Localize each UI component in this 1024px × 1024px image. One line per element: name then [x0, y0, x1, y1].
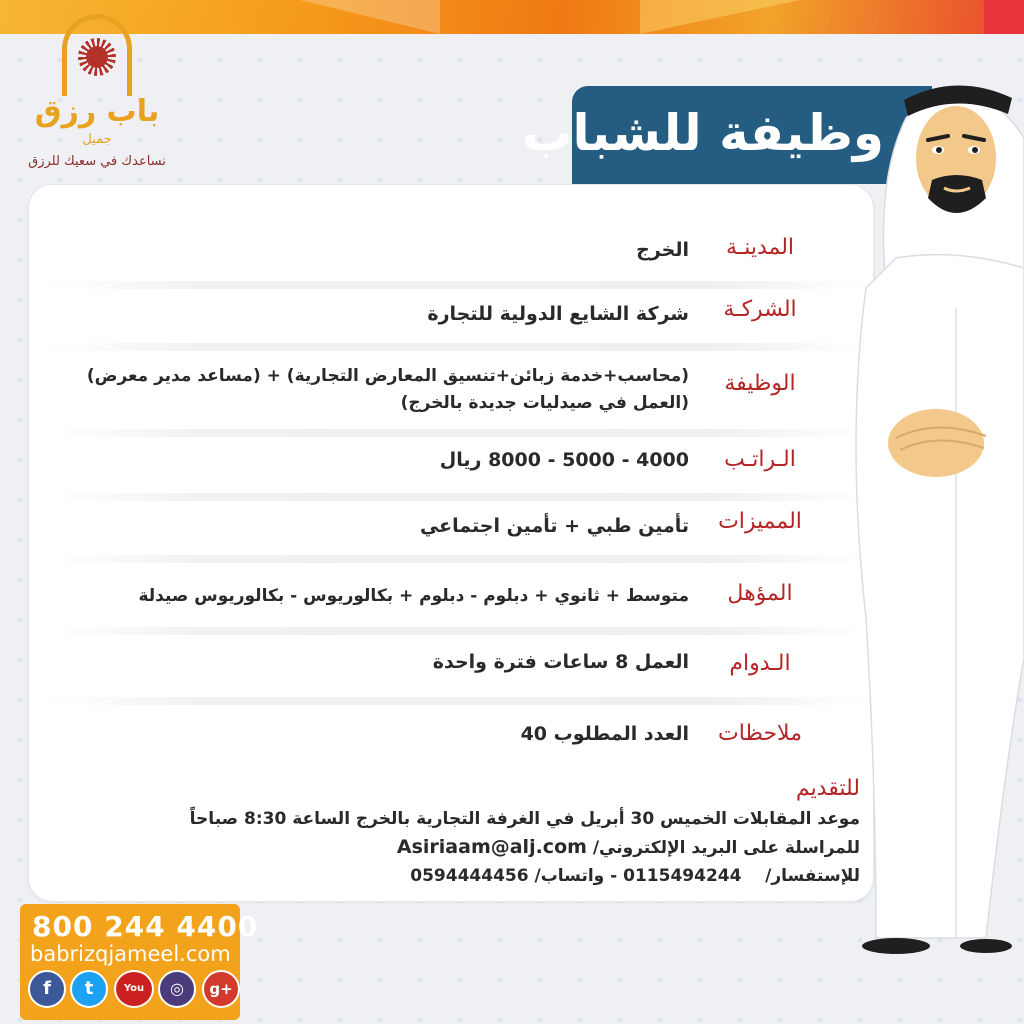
- contact-box: [20, 904, 259, 1020]
- google-plus-icon[interactable]: g+: [202, 970, 240, 1008]
- row-value: العمل 8 ساعات فترة واحدة: [432, 651, 689, 673]
- row-label: الوظيفة: [724, 371, 796, 396]
- row-label: المدينـة: [725, 235, 795, 260]
- brand-tagline: نساعدك في سعيك للرزق: [28, 154, 166, 169]
- man-illustration: [836, 58, 1024, 968]
- youtube-icon[interactable]: You: [114, 970, 154, 1008]
- facebook-icon[interactable]: f: [28, 970, 66, 1008]
- row-value: شركة الشايع الدولية للتجارة: [427, 303, 689, 325]
- detail-row-hours: [45, 651, 869, 691]
- detail-row-notes: [45, 721, 869, 761]
- row-divider: [45, 697, 869, 705]
- row-label: المؤهل: [727, 581, 793, 606]
- row-value: 4000 - 5000 - 8000 ريال: [439, 449, 689, 471]
- row-value: (محاسب+خدمة زبائن+تنسيق المعارض التجارية) + (مساعد مدير معرض) (العمل في صيدليات جديدة بالخرج): [86, 366, 689, 413]
- inquiry-line: [60, 862, 860, 890]
- brand-name: باب رزق: [34, 94, 160, 129]
- twitter-icon[interactable]: t: [70, 970, 108, 1008]
- inquiry-phone[interactable]: 0115494244: [623, 866, 742, 886]
- row-divider: [45, 281, 869, 289]
- email-link[interactable]: Asiriaam@alj.com: [396, 836, 587, 858]
- row-divider: [45, 627, 869, 635]
- row-value: العدد المطلوب 40: [520, 723, 689, 745]
- detail-row-job: [45, 365, 869, 423]
- detail-row-qualification: [45, 581, 869, 621]
- whatsapp-number[interactable]: 0594444456: [410, 866, 529, 886]
- instagram-icon[interactable]: ◎: [158, 970, 196, 1008]
- email-line: [60, 833, 860, 862]
- detail-row-benefits: [45, 509, 869, 549]
- row-divider: [45, 429, 869, 437]
- apply-section: [60, 776, 860, 890]
- contact-website[interactable]: babrizqjameel.com: [30, 942, 231, 966]
- social-links: [26, 970, 238, 1014]
- row-label: ملاحظات: [718, 721, 802, 746]
- row-divider: [45, 493, 869, 501]
- whatsapp-label: - واتساب/: [534, 866, 618, 886]
- banner-shape: [640, 0, 800, 34]
- row-label: الـراتـب: [724, 447, 796, 472]
- brand-sub: جميل: [82, 132, 112, 147]
- row-label: الشركـة: [723, 297, 797, 322]
- row-value: تأمين طبي + تأمين اجتماعي: [419, 515, 689, 537]
- row-value: متوسط + ثانوي + دبلوم - دبلوم + بكالوريوس - بكالوريوس صيدلة: [138, 586, 689, 606]
- banner-shape: [300, 0, 440, 34]
- detail-row-city: [45, 235, 869, 275]
- contact-phone[interactable]: 800 244 4400: [32, 910, 259, 943]
- apply-heading: للتقديم: [795, 776, 860, 801]
- page-title: وظيفة للشباب: [522, 104, 884, 162]
- banner-corner: [984, 0, 1024, 34]
- email-label: للمراسلة على البريد الإلكتروني/: [592, 838, 860, 858]
- row-divider: [45, 555, 869, 563]
- inquiry-label: للإستفسار/: [765, 866, 860, 886]
- row-value: الخرج: [636, 239, 689, 261]
- row-label: الـدوام: [729, 651, 791, 676]
- interview-info: موعد المقابلات الخميس 30 أبريل في الغرفة التجارية بالخرج الساعة 8:30 صباحاً: [189, 809, 860, 829]
- logo-sun-icon: [78, 38, 116, 76]
- row-divider: [45, 343, 869, 351]
- detail-row-company: [45, 297, 869, 337]
- row-label: المميزات: [718, 509, 802, 534]
- detail-row-salary: [45, 447, 869, 487]
- brand-logo[interactable]: [22, 14, 172, 174]
